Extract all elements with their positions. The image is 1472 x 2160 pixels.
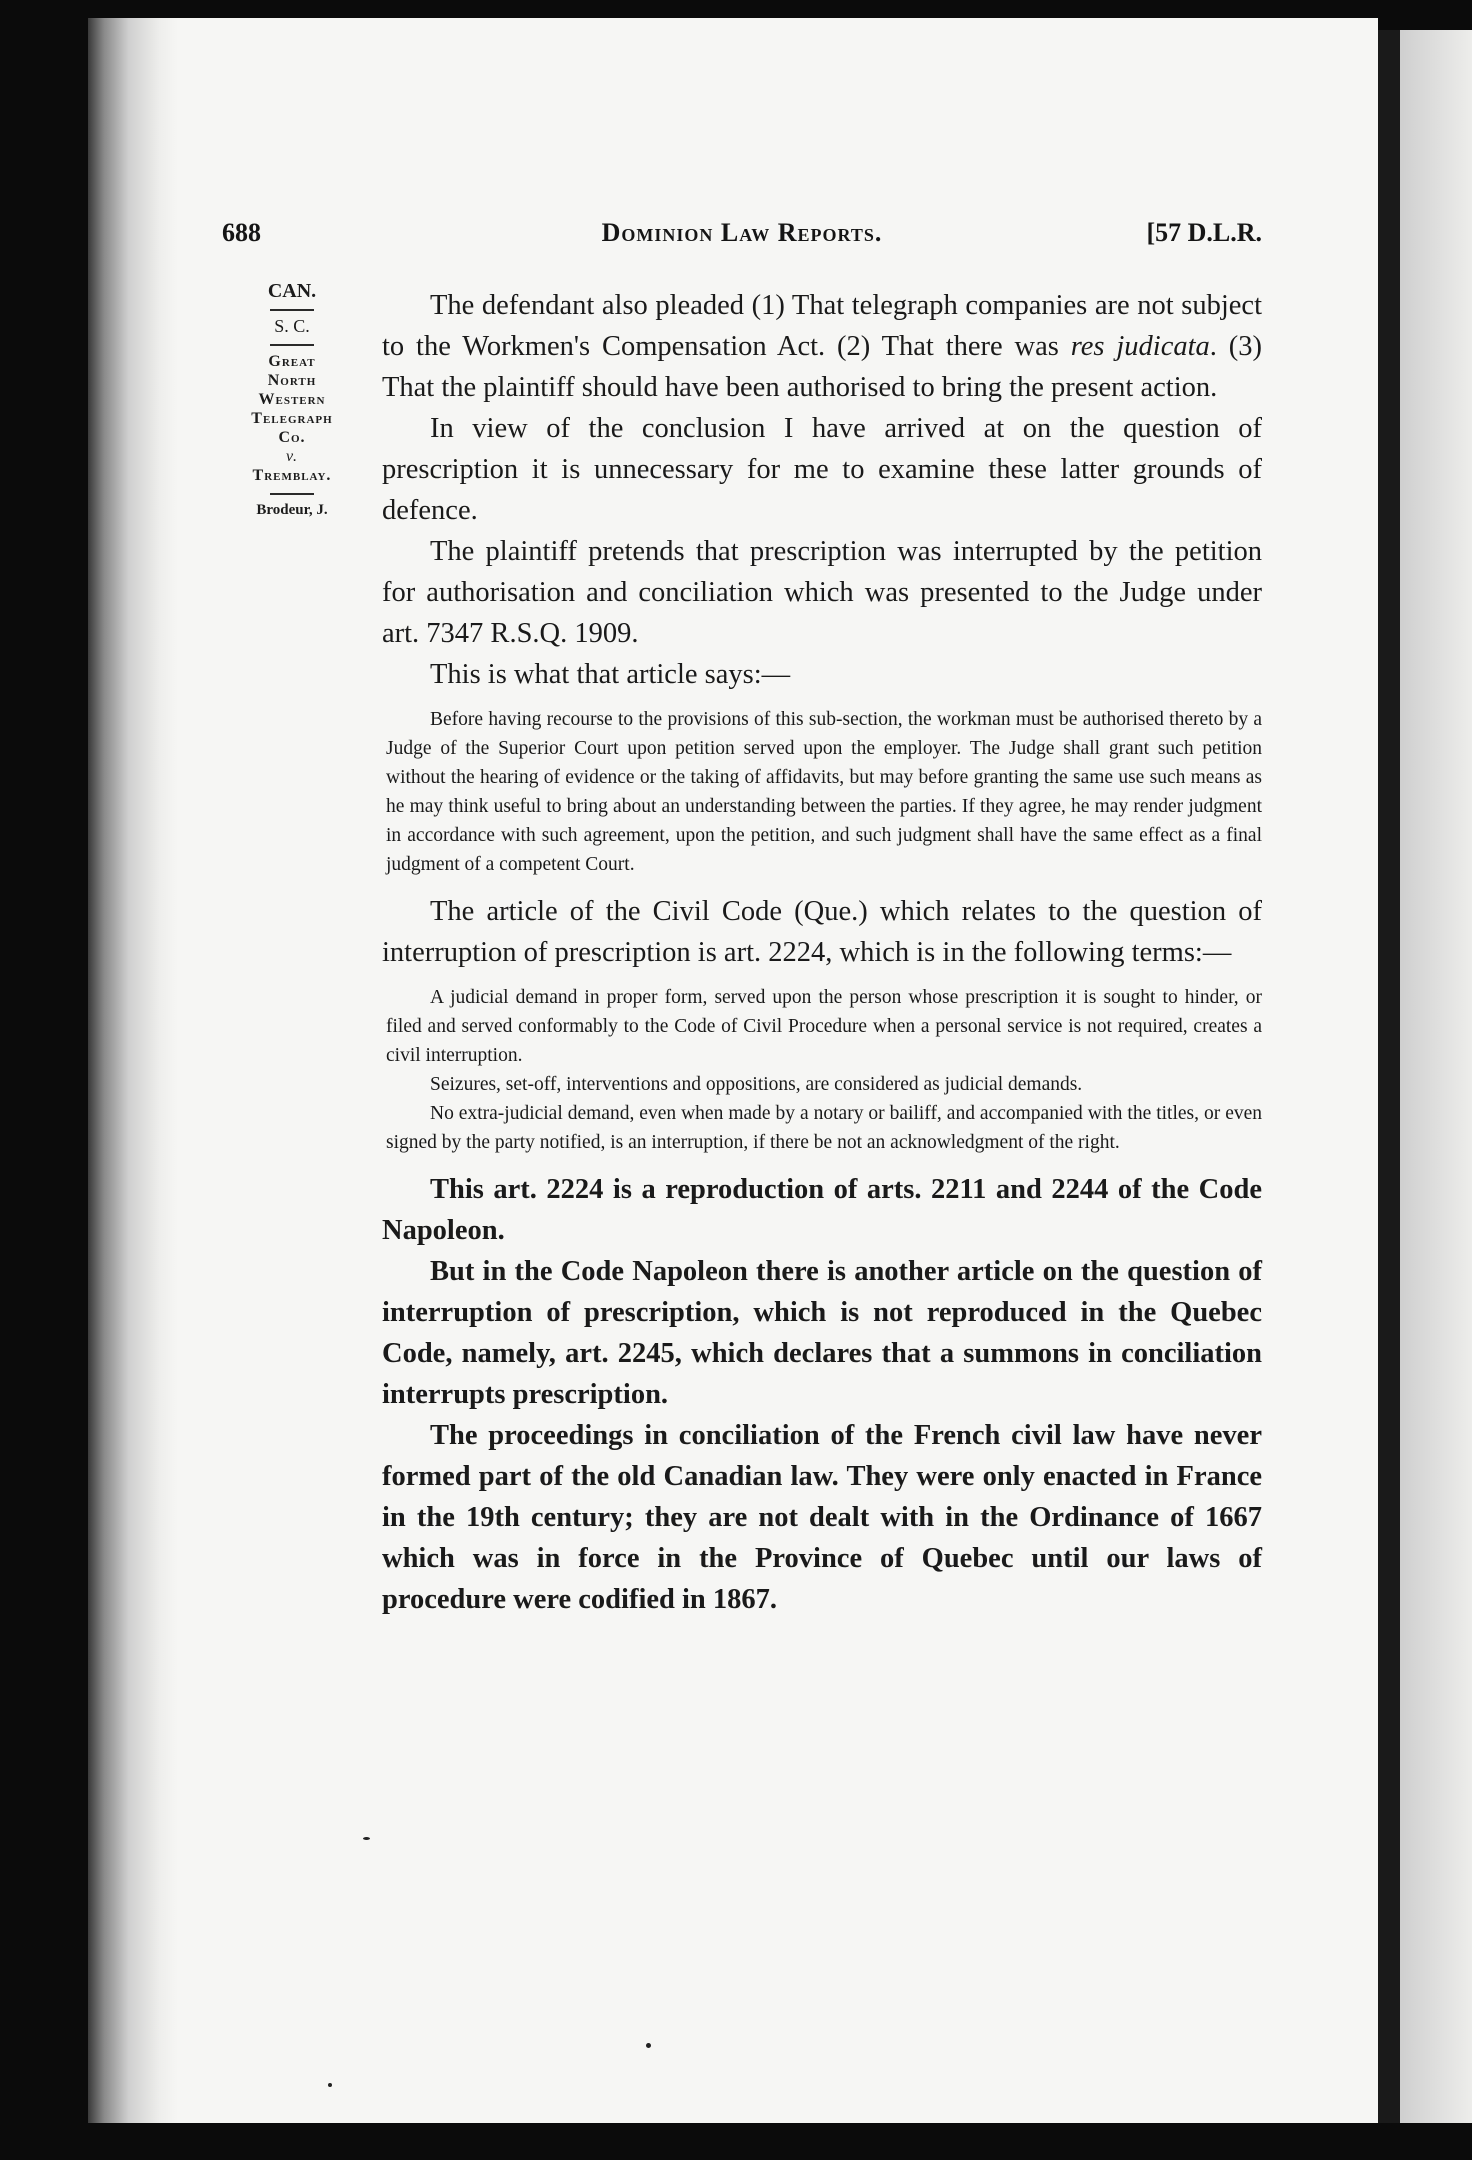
facing-page-edge (1400, 30, 1472, 2130)
case-name-line: Co. (278, 429, 306, 446)
quote-paragraph: Seizures, set-off, interventions and oppositions, are considered as judicial demands. (430, 1074, 1083, 1095)
court-division: S. C. (274, 316, 310, 336)
case-name-line: Telegraph (251, 410, 333, 427)
speck (363, 1837, 370, 1840)
paragraph: The article of the Civil Code (Que.) which relates to the question of interruption of prescription is art. 2224, which is in the following terms:— (382, 896, 1262, 968)
case-name-line: Western (258, 391, 326, 408)
case-name-versus: v. (286, 448, 298, 465)
quote-paragraph: A judicial demand in proper form, served upon the person whose prescription it is sought to hinder, or filed and served conformably to the Code of Civil Procedure when a personal service is not required, creates a civil interruption. (386, 987, 1262, 1066)
paragraph: The defendant also pleaded (1) That telegraph companies are not subject to the Workmen's Compensation Act. (2) That there was res judicata. (3) That the plaintiff should have been authorised to bring the present action. (382, 290, 1262, 403)
bold-paragraphs (382, 1169, 1262, 1620)
margin-note (222, 282, 362, 520)
book-spine (1378, 30, 1400, 2130)
case-name-line: North (267, 372, 317, 389)
running-header (222, 218, 1262, 258)
publication-title: Dominion Law Reports. (601, 218, 883, 247)
case-name (222, 352, 362, 485)
judge-name: Brodeur, J. (256, 502, 328, 518)
divider (270, 344, 314, 346)
divider (270, 493, 314, 495)
italic-term: res judicata (1070, 331, 1210, 362)
block-quote (382, 983, 1262, 1157)
page-gutter-shadow (88, 18, 178, 2123)
scan-border (0, 2123, 1472, 2160)
case-name-line: Tremblay. (252, 467, 332, 484)
paragraph: This is what that article says:— (430, 659, 791, 690)
paragraph: The plaintiff pretends that prescription was interrupted by the petition for authorisation and conciliation which was presented to the Judge under art. 7347 R.S.Q. 1909. (382, 536, 1262, 649)
page-number: 688 (222, 218, 261, 247)
paragraph: The proceedings in conciliation of the French civil law have never formed part of the old Canadian law. They were only enacted in France in the 19th century; they are not dealt with in the Ordinance of 1667 which was in force in the Province of Quebec until our laws of procedure were codified in 1867. (382, 1420, 1262, 1615)
speck (328, 2083, 332, 2087)
paragraph: In view of the conclusion I have arrived at on the question of prescription it is unnecessary for me to examine these latter grounds of defence. (382, 413, 1262, 526)
court-country: CAN. (267, 280, 317, 302)
volume-reference: [57 D.L.R. (1146, 218, 1262, 247)
paragraph: But in the Code Napoleon there is another article on the question of interruption of prescription, which is not reproduced in the Quebec Code, namely, art. 2245, which declares that a summons in conciliation interrupts prescription. (382, 1256, 1262, 1410)
quote-paragraph: Before having recourse to the provisions of this sub-section, the workman must be authorised thereto by a Judge of the Superior Court upon petition served upon the employer. The Judge shall grant such petition without the hearing of evidence or the taking of affidavits, but may before granting the same use such means as he may think useful to bring about an understanding between the parties. If they agree, he may render judgment in accordance with such agreement, upon the petition, and such judgment shall have the same effect as a final judgment of a competent Court. (386, 709, 1262, 875)
paragraph: This art. 2224 is a reproduction of arts. 2211 and 2244 of the Code Napoleon. (382, 1174, 1262, 1246)
speck (646, 2043, 651, 2048)
divider (270, 309, 314, 311)
case-name-line: Great (268, 353, 316, 370)
quote-paragraph: No extra-judicial demand, even when made by a notary or bailiff, and accompanied with the titles, or even signed by the party notified, is an interruption, if there be not an acknowledgment of the right. (386, 1103, 1262, 1153)
judgment-text (382, 285, 1262, 1620)
block-quote (382, 705, 1262, 879)
